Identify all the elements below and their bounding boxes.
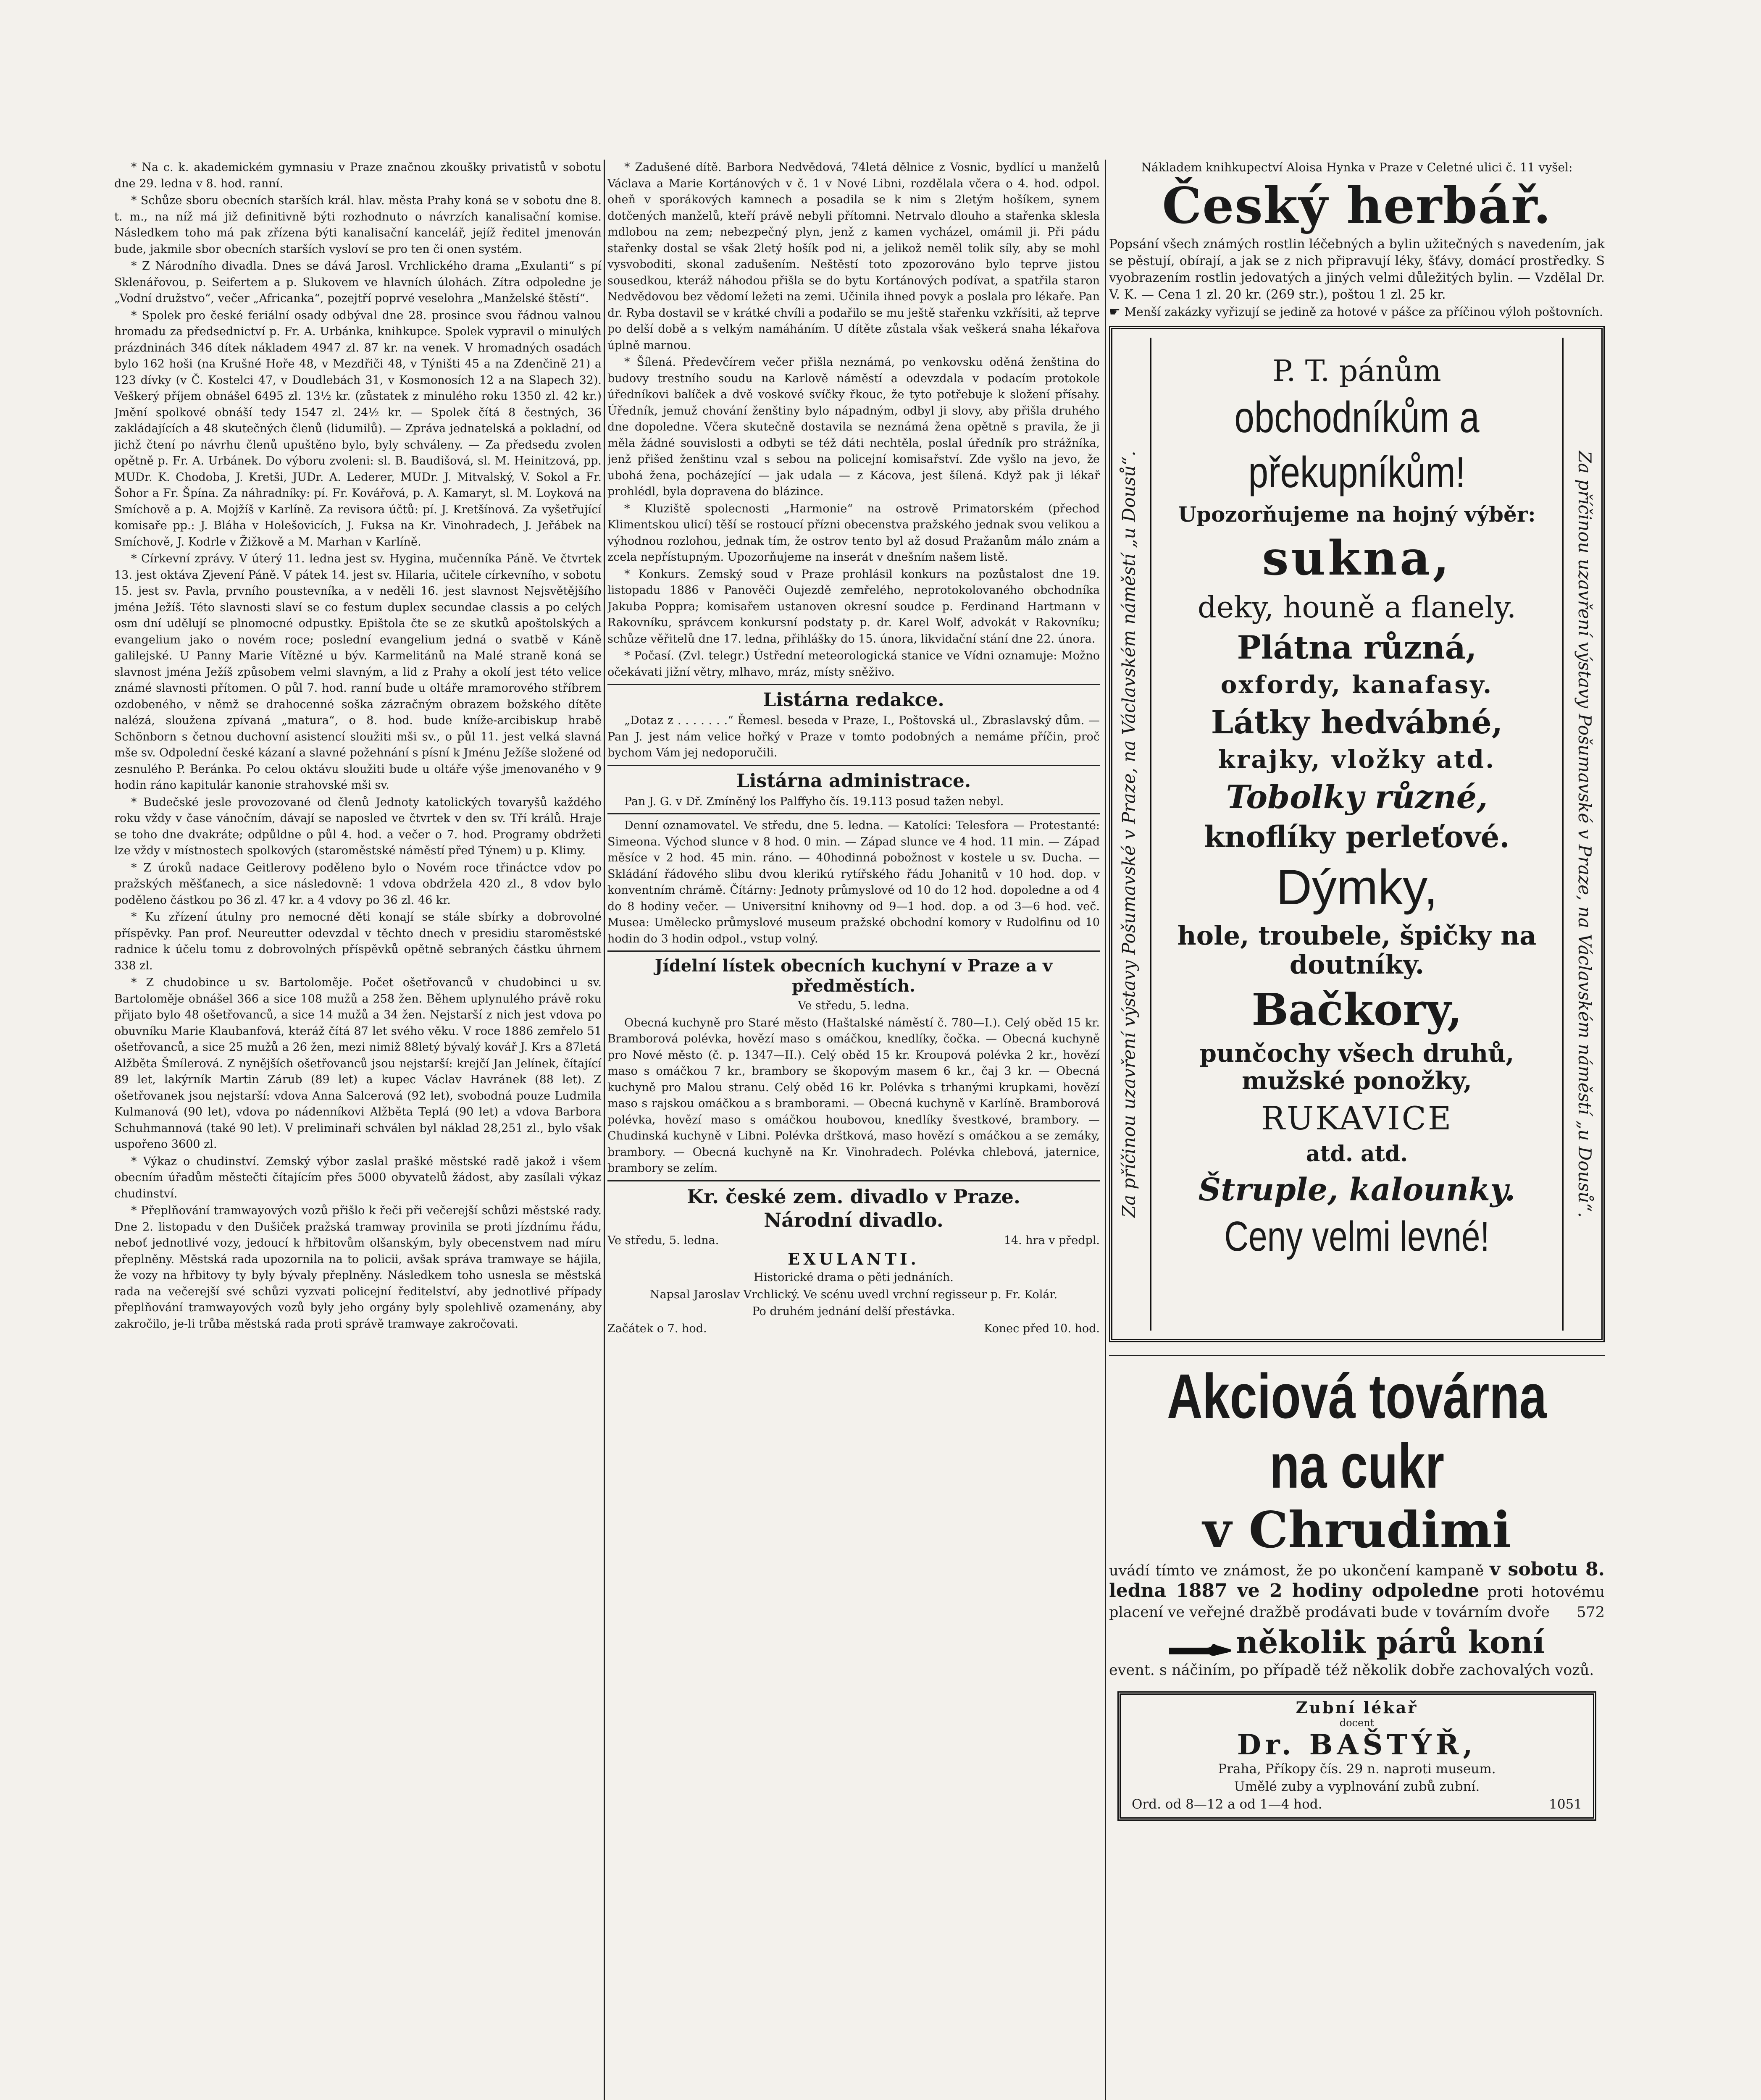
textile-advertisement xyxy=(1109,326,1605,1342)
theatre-hra: 14. hra v předpl. xyxy=(1004,1234,1100,1247)
news-item: * Zadušené dítě. Barbora Nedvědová, 74letá dělnice z Vosnic, bydlící u manželů Václava a Marie Kortánových v č. 1 v Nové Libni, rozdělala včera o 4. hod. odpol. oheň v sporákových kamnech a posadila se k nim s 2letým hošíkem, synem dotčených manželů, kteří právě nebyli přítomni. Netrvalo dlouho a stařenka sklesla mdlobou na zem; nebezpečný plyn, jenž z kamen vycházel, omámil ji. Při pádu stařenky dostal se však 2letý hošík pod ni, a jelikož neměl tolik síly, aby se mohl vysvoboditi, skonal zadušením. Neštěstí toto zpozorováno bylo teprve jistou sousedkou, kteráž náhodou přišla se do bytu Kortánových podívat, a spatřila staron Nedvědovou bez vědomí ležeti na zemi. Učinila ihned povyk a poslala pro lékaře. Pan dr. Ryba dostavil se v krátké chvíli a podařilo se mu ještě stařenku vzkřísiti, až teprve po delší době a s velkým namáháním. U dítěte zůstala však veškerá snaha lékařova úplně marnou. xyxy=(607,161,1100,352)
sugar-factory-text-1: uvádí tímto ve známost, že po ukončení kampaně xyxy=(1109,1562,1484,1579)
ad-line: obchodníkům a xyxy=(1234,393,1480,442)
ad-line: Plátna různá, xyxy=(1237,629,1477,667)
ad-line: Upozorňujeme na hojný výběr: xyxy=(1178,502,1536,527)
auction-date: v sobotu 8. ledna 1887 ve 2 hodiny odpoledne xyxy=(1109,1559,1605,1601)
play-end: Konec před 10. hod. xyxy=(984,1322,1100,1335)
section-heading: Listárna redakce. xyxy=(763,689,944,711)
section-heading: Listárna administrace. xyxy=(736,770,971,792)
ad-line: Tobolky různé, xyxy=(1226,778,1488,816)
theatre-dateline xyxy=(607,1233,1100,1249)
divider xyxy=(607,1180,1100,1181)
news-item: * Kluziště spolecnosti „Harmonie“ na ostrově Primatorském (přechod Klimentskou ulicí) těší se rostoucí přízni obecenstva pražského jednak svou velikou a výhodnou rozlohou, jednak tím, že ostrov tento byl až dosud Pražanům málo znám a zcela nepřístupným. Upozorňujeme na inserát v dnešním našem listě. xyxy=(607,502,1100,564)
herbar-text: Popsání všech známých rostlin léčebných a bylin užitečných s navedením, jak se pěstují, obírají, a jak se z nich připravují léky, šťávy, domácí prostředky. S vyobrazením rostlin jedovatých a jiných velmi důležitých bylin. — Vzdělal Dr. V. K. — Cena 1 zl. 20 kr. (269 str.), poštou 1 zl. 25 kr. xyxy=(1109,237,1605,302)
pointing-hand-icon: ☛ xyxy=(1109,304,1125,319)
news-item: * Schůze sboru obecních starších král. hlav. města Prahy koná se v sobotu dne 8. t. m., na níž má již definitivně býti rozhodnuto o návrzích kanalisační komise. Následkem toho má pak zřízena býti kanalisační kancelář, jejíž ředitel jmenován bude, jakmile sbor obecních starších vysloví se pro ten či onen systém. xyxy=(114,194,602,256)
horses-line xyxy=(1109,1625,1605,1660)
dentist-name: Dr. BAŠTÝŘ, xyxy=(1237,1728,1477,1761)
divider xyxy=(607,684,1100,685)
news-item: * Z chudobince u sv. Bartoloměje. Počet ošetřovanců v chudobinci u sv. Bartoloměje obnášel 366 a sice 108 mužů a 258 žen. Během uplynulého právě roku přijato bylo 48 ošetřovanců, a sice 14 mužů a 34 žen. Nejstarší z nich jest vdova po obuvníku Marie Klaubanfová, kteráž čítá 87 let svého věku. V roce 1886 zemřelo 51 ošetřovanců, a sice 25 mužů a 26 žen, mezi nimiž 88letý bývalý kovář J. Krs a 87letá Alžběta Šmílerová. Z nynějších ošetřovanců jsou nejstarší: krejčí Jan Jelínek, čítající 89 let, lakýrník Martin Zárub (89 let) a kupec Václav Havránek (88 let). Z ošetřovanek jsou nejstarší: vdova Anna Salcerová (92 let), svobodná pouze Ludmila Kulmanová (90 let), vdova po nádenníkovi Alžběta Teplá (90 let) a vdova Barbora Schuhmannová (také 90 let). V preliminaři schválen byl náklad 28,251 zl., bylo však uspořeno 3600 zl. xyxy=(114,976,602,1151)
herbar-note-text: Menší zakázky vyřizují se jedině za hotové v pášce za příčinou výloh poštovních. xyxy=(1124,305,1603,319)
divider xyxy=(607,813,1100,814)
news-item: * Z úroků nadace Geitlerovy poděleno bylo o Novém roce třináctce vdov po pražských měšťanech, a sice následovně: 1 vdova obdržela 420 zl., 8 vdov bylo poděleno částkou po 36 zl. 47 kr. a 4 vdovy po 36 zl. 46 kr. xyxy=(114,861,602,907)
news-item: * Přeplňování tramwayových vozů přišlo k řeči při večerejší schůzi městské rady. Dne 2. listopadu v den Dušiček pražská tramway provinila se proti jízdnímu řádu, neboť jednotlivé vozy, jedoucí k hřbitovům olšanským, byly obecenstvem nad míru přeplněny. Městská rada upozornila na to policii, avšak správa tramwaye se hájila, že vozy na hřbitovy ty byly bývaly přeplněny. Následkem toho usnesla se městská rada na večerejší své schůzi vyzvati policejní ředitelství, aby jednotlivé případy přeplňování tramwayových vozů byly jeho orgány byly spolehlivě ozamenány, aby zakročilo, je-li trůba městská rada proti správě tramwaye zakročovati. xyxy=(114,1204,602,1331)
play-start: Začátek o 7. hod. xyxy=(607,1322,707,1335)
news-item: * Ku zřízení útulny pro nemocné děti konají se stále sbírky a dobrovolné příspěvky. Pan prof. Neureutter odevzdal v těchto dnech v presidiu staroměstské radnice k účelu tomu z dobrovolných příspěvků opětně sebraných částku úhrnem 338 zl. xyxy=(114,911,602,972)
column-rule xyxy=(1105,160,1106,2100)
ad-line: krajky, vložky atd. xyxy=(1218,745,1496,774)
ad-side-text-right: Za příčinou uzavření výstavy Pošumavské v Praze, na Václavském náměstí „u Dousů“. xyxy=(1574,451,1595,1218)
daily-announcer: Denní oznamovatel. Ve středu, dne 5. ledna. — Katolíci: Telesfora — Protestanté: Simeona. Východ slunce v 8 hod. 0 min. — Západ slunce ve 4 hod. 11 min. — Západ měsíce v 2 hod. 45 min. ráno. — 40hodinná pobožnost v kostele u sv. Ducha. — Skládání řádového slibu dvou klerikú rytířského řádu Johanitů v 10 hod. dop. v konventním chrámě. Čítárny: Jednoty průmyslové od 10 do 12 hod. dopoledne a od 4 do 8 hodiny večer. — Universitní knihovny od 9—1 hod. dop. a od 3—6 hod. več. Musea: Umělecko průmyslové museum pražské obchodní komory v Rudolfinu od 10 hodin do 3 hodin odpol., vstup volný. xyxy=(607,819,1100,945)
news-item: * Církevní zprávy. V úterý 11. ledna jest sv. Hygina, mučenníka Páně. Ve čtvrtek 13. jest oktáva Zjevení Páně. V pátek 14. jest sv. Hilaria, učitele církevního, v sobotu 15. jest sv. Pavla, prvního poustevníka, a v neděli 16. jest slavnost Nejsvětějšího jména Ježíš. Této slavnosti slaví se co festum duplex secundae classis a po celých osm dní udělují se plnomocné odpustky. Epištola čte se ze skutků apoštolských a evangelium jako o novém roce; poslední evangelium jedná o svatbě v Káně galilejské. U Panny Marie Vítězné u býv. Karmelitánů na Malé straně koná se slavnost jména Ježíš způsobem velmi slavným, a lid z Prahy a okolí jest této velice známé slavnosti přítomen. O půl 7. hod. ranní bude u oltáře mramorového stříbrem ozdobeného, v němž se drahocenné soška zázračným obrazem božského dítěte nalézá, sloužena zpívaná „matura“, o 8. hod. bude kníže-arcibiskup hrabě Schönborn s četnou duchovní asistencí sloužiti mši sv., o půl 11. jest velká slavná mše sv. Odpolední české kázaní a slavné požehnání s písní k Jménu Ježíše složené od zesnulého P. Beránka. Po celou oktávu sloužiti bude u oltáře výše jmenovaného v 9 hodin ráno kapitulár kanonie strahovské mši sv. xyxy=(114,552,602,792)
news-item: * Výkaz o chudinství. Zemský výbor zaslal prašké městské radě jakož i všem obecním úřadům městečti čítajícím přes 5000 obyvatelů žádost, aby zasílali výkaz chudinství. xyxy=(114,1155,602,1200)
dentist-hours: Ord. od 8—12 a od 1—4 hod. xyxy=(1132,1797,1322,1812)
column-1 xyxy=(114,160,602,2100)
menu-date: Ve středu, 5. ledna. xyxy=(798,999,909,1012)
divider xyxy=(607,950,1100,952)
pointing-hand-icon xyxy=(1169,1642,1232,1659)
ad-line: RUKAVICE xyxy=(1261,1100,1453,1137)
column-3 xyxy=(1109,160,1605,2100)
news-item: * Na c. k. akademickém gymnasiu v Praze značnou zkoušky privatistů v sobotu dne 29. ledna v 8. hod. ranní. xyxy=(114,161,602,190)
ad-line: atd. atd. xyxy=(1306,1141,1408,1167)
divider xyxy=(607,765,1100,766)
ad-number: 572 xyxy=(1577,1604,1605,1621)
news-item: * Spolek pro české feriální osady odbýval dne 28. prosince svou řádnou valnou hromadu za předsednictví p. Fr. A. Urbánka, knihkupce. Spolek vypravil o minulých prázdninách 346 dítek nákladem 4947 zl. 87 kr. na venek. V hromadných osadách bylo 162 hoši (na Krušné Hoře 48, v Mezdřiči 48, v Týništi 45 a na Zdenčině 21) a 123 dívky (v Č. Kostelci 47, v Doudlebách 31, v Kosmonosích 12 a na Slapech 32). Veškerý příjem obnášel 6495 zl. 13½ kr. (zůstatek z minulého roku 1350 zl. 42 kr.) Jmění spolkové obnáší tedy 1547 zl. 24½ kr. — Spolek čítá 8 čestných, 36 zakládajících a 48 skutečných členů (lidumilů). — Zpráva jednatelská a pokladní, od jichž čtení po návrhu členů upuštěno bylo, byly schváleny. — Za předsedu zvolen opětně p. Fr. A. Urbánek. Do výboru zvoleni: sl. B. Baudišová, sl. M. Heinitzová, pp. MUDr. K. Chodoba, J. Kretši, JUDr. A. Lederer, MUDr. J. Mitvalský, V. Sokol a Fr. Šohor a Fr. Špína. Za náhradníky: pí. Fr. Kovářová, p. A. Kamaryt, sl. M. Loyková na Smíchově a p. A. Mojžíš v Karlíně. Za revisora účtů: pí. J. Kretšínová. Za vyšetřující komisaře pp.: J. Bláha v Holešovicích, J. Fuksa na Kr. Vinohradech, J. Jeřábek na Smíchově, J. Kodrle v Žižkově a M. Marhan v Karlíně. xyxy=(114,309,602,549)
dentist-line: Umělé zuby a vyplnování zubů zubní. xyxy=(1234,1779,1480,1794)
play-times xyxy=(607,1321,1100,1337)
herbar-intro: Nákladem knihkupectví Aloisa Hynka v Praze v Celetné ulici č. 11 vyšel: xyxy=(1141,160,1573,174)
sugar-factory-text xyxy=(1109,1559,1605,1622)
column-rule xyxy=(604,160,605,2100)
news-item: * Počasí. (Zvl. telegr.) Ústřední meteorologická stanice ve Vídni oznamuje: Možno očekávati jižní větry, mlhavo, mráz, místy sněživo. xyxy=(607,649,1100,679)
sugar-factory-text-3: event. s náčiním, po případě též několik dobře zachovalých vozů. xyxy=(1109,1662,1594,1679)
sugar-factory-text-2: proti hotovému placení ve veřejné dražbě prodávati bude v továrním dvoře xyxy=(1109,1584,1605,1621)
section-text: Pan J. G. v Dř. Zmíněný los Palffyho čís. 19.113 posud tažen nebyl. xyxy=(624,795,1004,808)
dentist-address: Praha, Příkopy čís. 29 n. naproti museum. xyxy=(1218,1761,1496,1777)
ad-line: oxfordy, kanafasy. xyxy=(1220,670,1493,699)
section-text: „Dotaz z . . . . . . .“ Řemesl. beseda v Praze, I., Poštovská ul., Zbraslavský dům. — Pan J. jest nám velice hořký v Praze v tomto podobných a nemáme příčin, proč bychom Vám jej nedoporučili. xyxy=(607,714,1100,759)
news-item: * Konkurs. Zemský soud v Praze prohlásil konkurs na pozůstalost dne 19. listopadu 1886 v Panověči Oujezdě zemřelého, neprotokolovaného obchodníka Jakuba Poppra; komisařem ustanoven okresní soudce p. Ferdinand Hartmann v Rakovníku, správcem konkursní podstaty p. dr. Karel Wolf, advokát v Rakovníku; schůze věřitelů dne 17. ledna, přihlášky do 15. února, likvidační stání dne 22. února. xyxy=(607,567,1100,646)
section-heading: Jídelní lístek obecních kuchyní v Praze a v předměstích. xyxy=(654,956,1053,996)
ad-line: Látky hedvábné, xyxy=(1211,704,1503,741)
news-item: * Z Národního divadla. Dnes se dává Jarosl. Vrchlického drama „Exulanti“ s pí Sklenářovou, p. Seifertem a p. Slukovem ve hlavních úlohách. Zítra odpoledne je „Vodní družstvo“, večer „Africanka“, pozejtří poprvé veselohra „Manželské štěstí“. xyxy=(114,260,602,305)
ad-side-text xyxy=(1572,329,1597,1339)
ad-line: Dýmky, xyxy=(1276,859,1438,915)
theatre-subheading: Národní divadlo. xyxy=(764,1208,944,1231)
divider xyxy=(1109,1355,1605,1356)
column-2 xyxy=(607,160,1100,2100)
menu-text: Obecná kuchyně pro Staré město (Haštalské náměstí č. 780—I.). Celý oběd 15 kr. Bramborová polévka, hovězí maso s omáčkou, knedlíky, čočka. — Obecná kuchyně pro Nové město (č. p. 1347—II.). Celý oběd 15 kr. Kroupová polévka 2 kr., hovězí maso s omáčkou 7 kr., brambory se škopovým masem 6 kr., čaj 3 kr. — Obecná kuchyně pro Malou stranu. Celý oběd 16 kr. Polévka s trhanými krupkami, hovězí maso s rajskou omáčkou a s bramborami. — Obecná kuchyně v Karlíně. Bramborová polévka, hovězí maso s omáčkou houbovou, knedlíky švestkové, brambory. — Chudinská kuchyně v Libni. Polévka drštková, maso hovězí s omáčkou a se zemáky, brambory. — Obecná kuchyně na Kr. Vinohradech. Polévka chlebová, jaternice, brambory se zelím. xyxy=(607,1016,1100,1175)
theatre-heading: Kr. české zem. divadlo v Praze. xyxy=(687,1185,1020,1208)
ad-line: punčochy všech druhů, mužské ponožky, xyxy=(1199,1039,1514,1095)
news-item: * Budečské jesle provozované od členů Jednoty katolických tovaryšů každého roku vždy v čase vánočním, dávají se naposled ve čtvrtek v den sv. Tří králů. Hraje se toho dne dvakráte; odpůldne o půl 4. hod. a večer o 7. hod. Programy obdržeti lze vždy v místnostech spolkových (staroměstské náměstí před Týnem) u p. Klimy. xyxy=(114,795,602,857)
sugar-factory-title: Akciová továrna na cukr xyxy=(1167,1361,1547,1501)
ad-line: Štruple, kalounky. xyxy=(1198,1171,1516,1208)
ad-line: P. T. pánům xyxy=(1272,354,1441,388)
play-line: Napsal Jaroslav Vrchlický. Ve scénu uvedl vrchní regisseur p. Fr. Kolár. xyxy=(649,1288,1058,1301)
dentist-sub: docent xyxy=(1339,1717,1375,1729)
ad-line: překupníkům! xyxy=(1248,448,1466,497)
ad-line: Bačkory, xyxy=(1251,983,1462,1035)
ad-number: 1051 xyxy=(1549,1797,1582,1812)
play-line: Po druhém jednání delší přestávka. xyxy=(752,1305,955,1318)
ad-line: Ceny velmi levné! xyxy=(1224,1213,1490,1260)
theatre-date: Ve středu, 5. ledna. xyxy=(607,1234,719,1247)
ad-side-text xyxy=(1117,329,1142,1339)
ad-side-text-left: Za příčinou uzavření výstavy Pošumavské v Praze, na Václavském náměstí „u Dousů“. xyxy=(1118,451,1139,1218)
herbar-note xyxy=(1109,304,1605,320)
horses-text: několik párů koní xyxy=(1235,1625,1545,1661)
dentist-advertisement xyxy=(1117,1691,1596,1821)
herbar-title: Český herbář. xyxy=(1162,176,1552,235)
play-title: EXULANTI. xyxy=(788,1250,920,1268)
sugar-factory-city: v Chrudimi xyxy=(1202,1501,1511,1559)
ad-line: sukna, xyxy=(1262,531,1452,586)
play-line: Historické drama o pěti jednáních. xyxy=(754,1271,954,1284)
ad-body xyxy=(1150,338,1564,1331)
dentist-title: Zubní lékař xyxy=(1296,1698,1418,1717)
ad-line: knoflíky perleťové. xyxy=(1204,819,1510,855)
ad-line: deky, houně a flanely. xyxy=(1197,590,1517,625)
ad-line: hole, troubele, špičky na doutníky. xyxy=(1177,920,1537,980)
dentist-hours-row xyxy=(1132,1796,1582,1813)
news-item: * Šílená. Předevčírem večer přišla neznámá, po venkovsku oděná ženština do budovy trestního soudu na Karlově náměstí a odevzdala v podacím protokole úředníkovi balíček a dvě voskové svíčky řkouc, že tyto potřebuje k složení přísahy. Úředník, jemuž chování ženštiny bylo nápadným, odbyl ji slovy, aby přišla druhého dne dopoledne. Včera skutečně dostavila se neznámá žena opětně s pravila, že ji měla žádné souvislosti a odbyti se též dáti nechtěla, poslal úředník pro strážníka, jenž přišed ženštinu vzal s sebou na policejní komisařství. Zde vyšlo na jevo, že ubohá žena, pocházející — jak udala — z Kácova, jest šílená. Když pak ji lékař prohlédl, byla dopravena do blázince. xyxy=(607,356,1100,498)
